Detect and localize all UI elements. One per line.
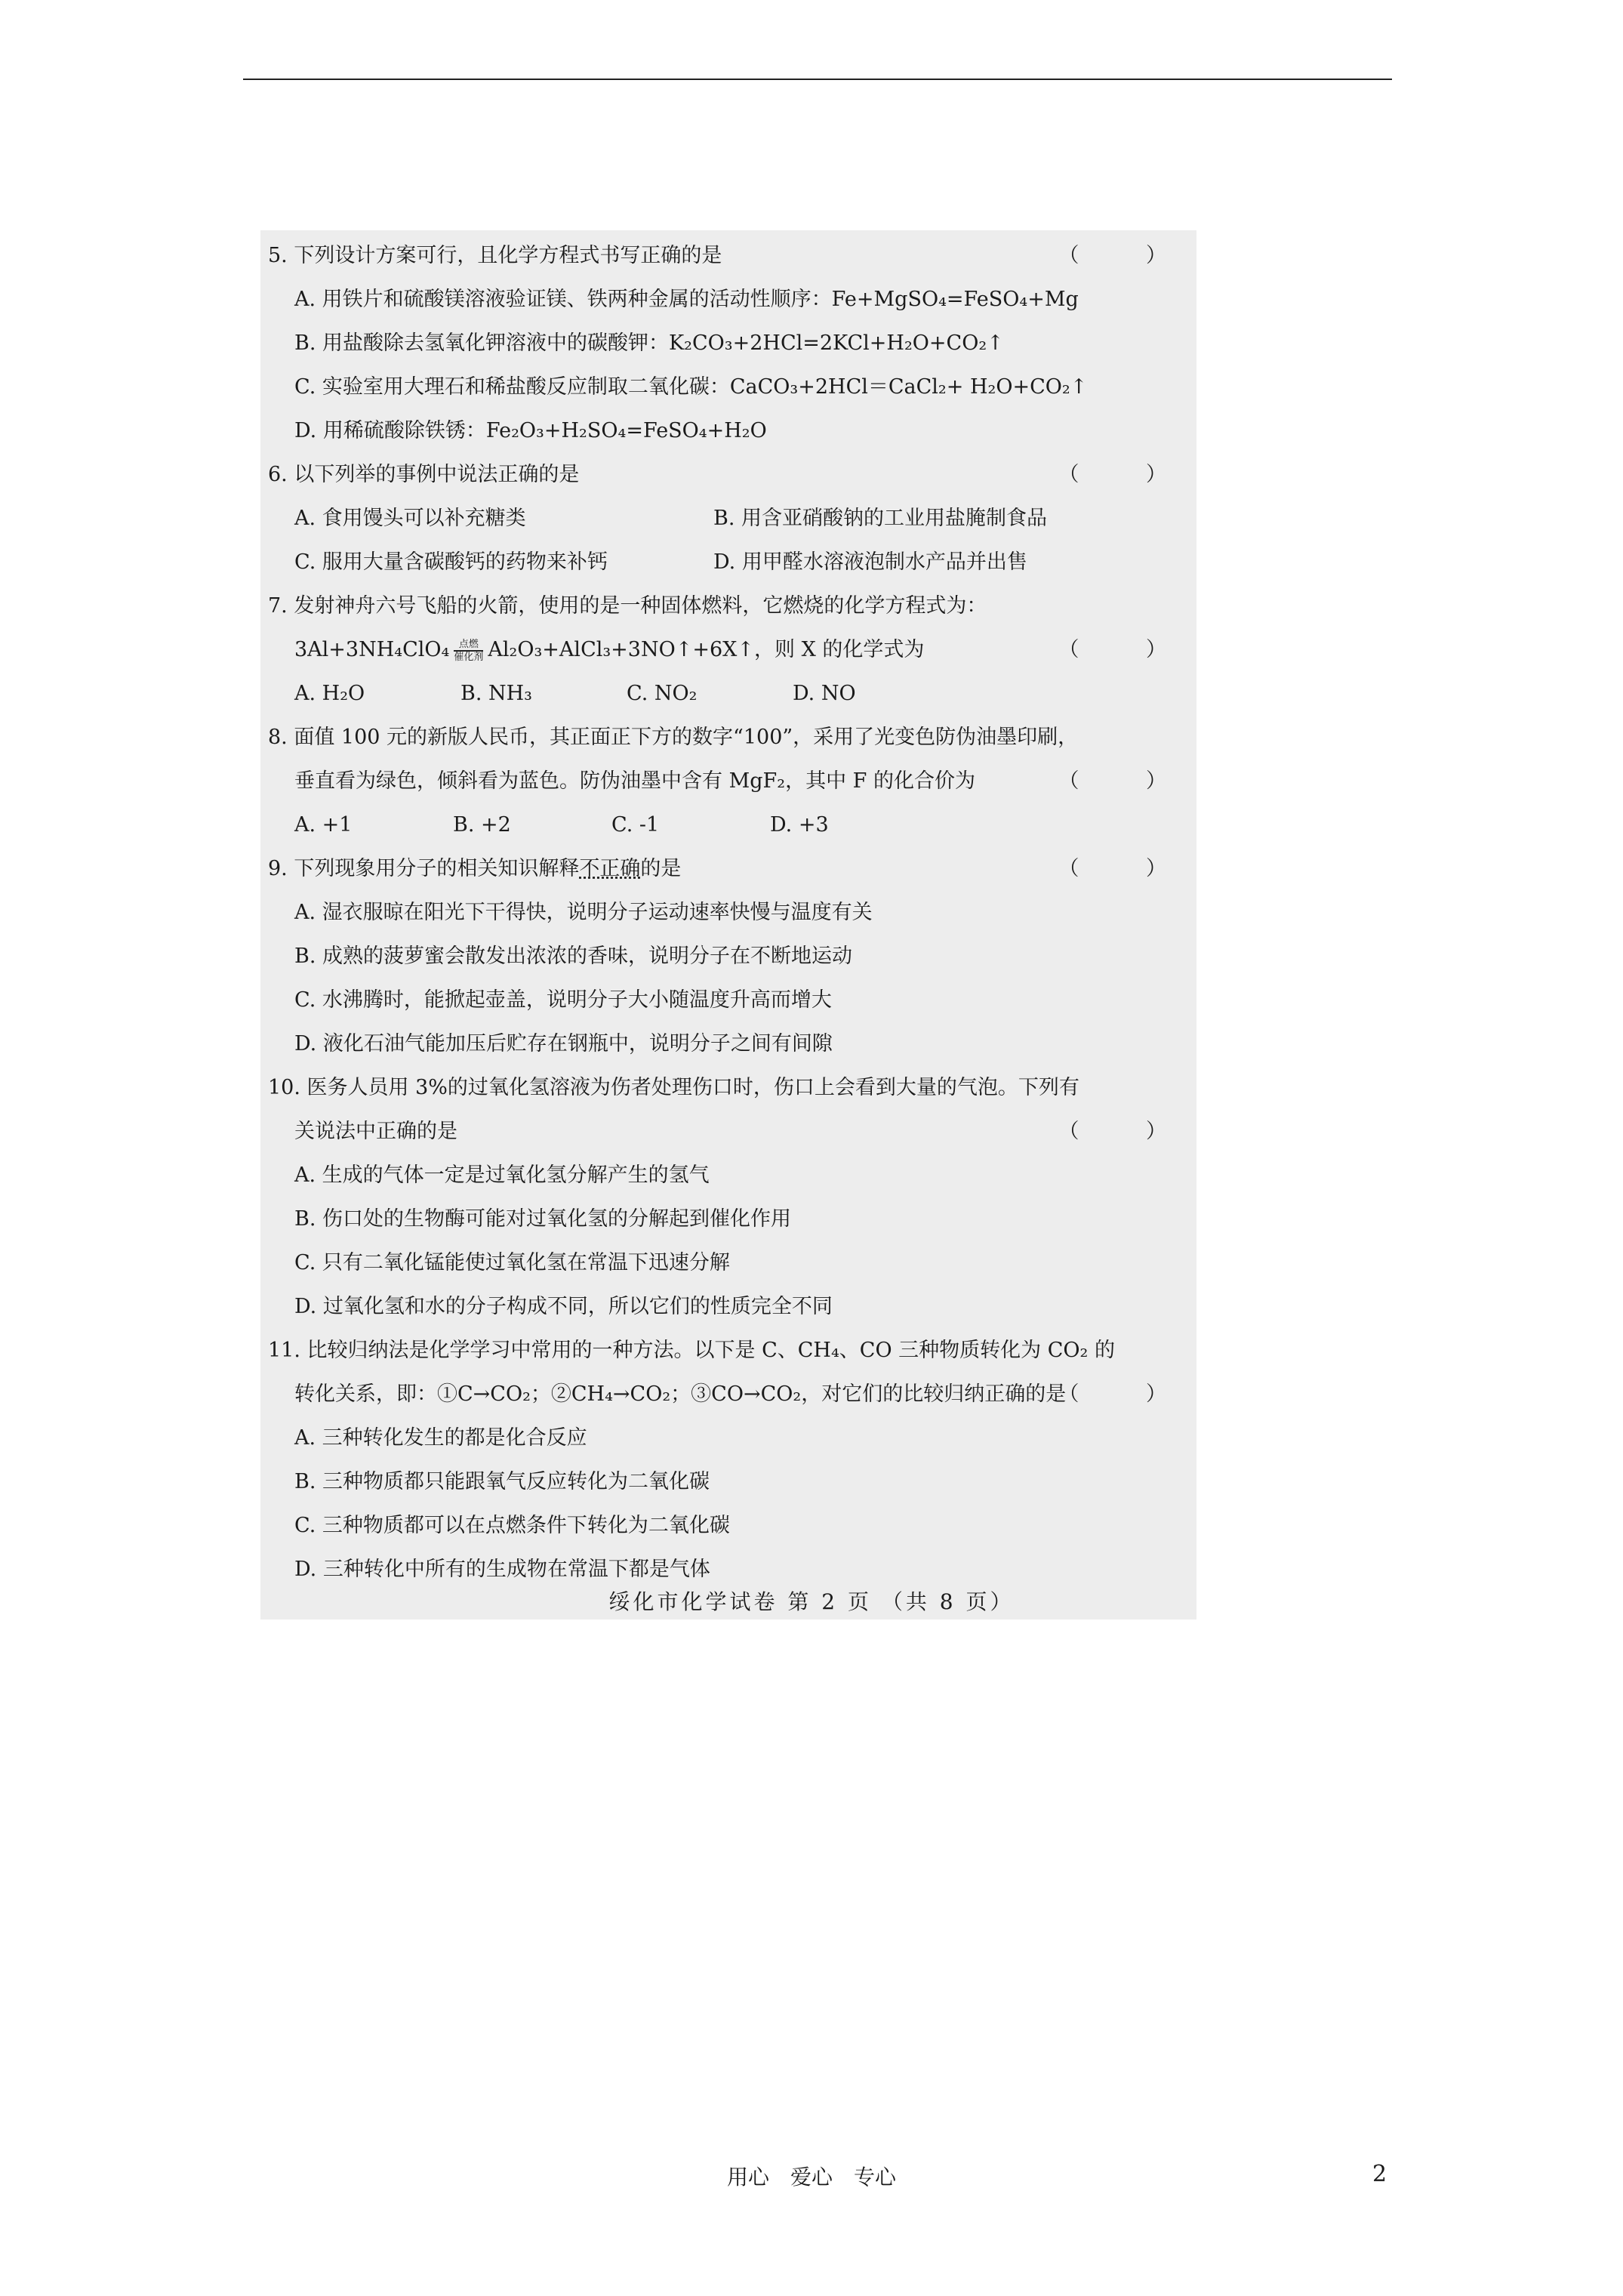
answer-bracket: （ ） xyxy=(1058,244,1196,267)
option-d: D. 液化石油气能加压后贮存在钢瓶中，说明分子之间有间隙 xyxy=(294,1032,833,1056)
answer-bracket: （ ） xyxy=(1058,463,1196,486)
question-10 xyxy=(268,1066,1196,1110)
option-c: C. 水沸腾时，能掀起壶盖，说明分子大小随温度升高而增大 xyxy=(294,988,832,1012)
option-a: A. 食用馒头可以补充糖类 xyxy=(294,507,526,530)
question-10-stem: 10. 医务人员用 3%的过氧化氢溶液为伤者处理伤口时，伤口上会看到大量的气泡。下列有 xyxy=(268,1076,1079,1099)
page-footer-motto: 用心 爱心 专心 xyxy=(726,2165,896,2190)
question-8-stem-line-2 xyxy=(268,760,1196,803)
option-b: B. 用盐酸除去氢氧化钾溶液中的碳酸钾：K₂CO₃+2HCl=2KCl+H₂O+CO₂↑ xyxy=(294,331,1004,355)
option-d: D. 用甲醛水溶液泡制水产品并出售 xyxy=(713,550,1027,574)
option-row xyxy=(268,541,1196,584)
question-7-stem: 7. 发射神舟六号飞船的火箭，使用的是一种固体燃料，它燃烧的化学方程式为： xyxy=(268,594,987,618)
option-d: D. 过氧化氢和水的分子构成不同，所以它们的性质完全不同 xyxy=(294,1295,833,1318)
reaction-condition xyxy=(454,639,483,663)
question-8-stem: 8. 面值 100 元的新版人民币，其正面正下方的数字“100”，采用了光变色防伪油墨印刷， xyxy=(268,726,1079,749)
option-row xyxy=(268,803,1196,847)
option-c: C. NO₂ xyxy=(627,682,698,705)
option-b: B. 成熟的菠萝蜜会散发出浓浓的香味，说明分子在不断地运动 xyxy=(294,945,853,968)
option-row xyxy=(268,497,1196,541)
question-6 xyxy=(268,453,1196,497)
answer-bracket: （ ） xyxy=(1058,857,1196,880)
condition-top: 点燃 xyxy=(458,638,479,650)
option-a: A. +1 xyxy=(294,813,353,837)
question-11-stem-continued: 转化关系，即：①C→CO₂；②CH₄→CO₂；③CO→CO₂，对它们的比较归纳正确的是 xyxy=(294,1382,1067,1406)
answer-bracket: （ ） xyxy=(1058,638,1196,661)
equation-products: Al₂O₃+AlCl₃+3NO↑+6X↑，则 X 的化学式为 xyxy=(488,638,925,661)
option-a: A. 生成的气体一定是过氧化氢分解产生的氢气 xyxy=(294,1163,710,1187)
option-a: A. 用铁片和硫酸镁溶液验证镁、铁两种金属的活动性顺序：Fe+MgSO₄=FeSO₄+Mg xyxy=(294,288,1079,311)
question-6-stem: 6. 以下列举的事例中说法正确的是 xyxy=(268,463,580,486)
condition-bottom: 催化剂 xyxy=(454,651,484,663)
option-c: C. 只有二氧化锰能使过氧化氢在常温下迅速分解 xyxy=(294,1251,730,1274)
question-10-stem-line-2 xyxy=(268,1110,1196,1154)
option-d: D. +3 xyxy=(770,813,829,837)
question-8-stem-continued: 垂直看为绿色，倾斜看为蓝色。防伪油墨中含有 MgF₂，其中 F 的化合价为 xyxy=(294,769,975,793)
option-d: D. NO xyxy=(793,682,856,705)
option-b: B. NH₃ xyxy=(460,682,533,705)
question-11-stem: 11. 比较归纳法是化学学习中常用的一种方法。以下是 C、CH₄、CO 三种物质转化为 CO₂ 的 xyxy=(268,1339,1115,1362)
page-number: 2 xyxy=(1372,2161,1387,2187)
answer-bracket: （ ） xyxy=(1058,1382,1196,1406)
option-row xyxy=(268,672,1196,716)
option-a: A. 三种转化发生的都是化合反应 xyxy=(294,1426,587,1450)
header-rule xyxy=(243,79,1392,80)
question-9-stem: 9. 下列现象用分子的相关知识解释 xyxy=(268,857,580,880)
option-d: D. 三种转化中所有的生成物在常温下都是气体 xyxy=(294,1558,710,1581)
question-7-equation xyxy=(268,628,1196,672)
question-8 xyxy=(268,716,1196,760)
question-10-stem-continued: 关说法中正确的是 xyxy=(294,1120,457,1143)
option-b: B. +2 xyxy=(453,813,511,837)
option-c: C. 实验室用大理石和稀盐酸反应制取二氧化碳：CaCO₃+2HCl＝CaCl₂+ H₂O+CO₂↑ xyxy=(294,375,1088,399)
answer-bracket: （ ） xyxy=(1058,769,1196,793)
option-a: A. H₂O xyxy=(294,682,365,705)
option-c: C. 服用大量含碳酸钙的药物来补钙 xyxy=(294,550,608,574)
equation-reactants: 3Al+3NH₄ClO₄ xyxy=(294,638,450,661)
option-a: A. 湿衣服晾在阳光下干得快，说明分子运动速率快慢与温度有关 xyxy=(294,901,873,924)
answer-bracket: （ ） xyxy=(1058,1120,1196,1143)
question-11-stem-line-2 xyxy=(268,1373,1196,1416)
option-c: C. 三种物质都可以在点燃条件下转化为二氧化碳 xyxy=(294,1514,730,1537)
question-9-stem-end: 的是 xyxy=(640,857,682,880)
question-11 xyxy=(268,1329,1196,1373)
question-5-stem: 5. 下列设计方案可行，且化学方程式书写正确的是 xyxy=(268,244,722,267)
question-list xyxy=(268,234,1196,1592)
question-5 xyxy=(268,234,1196,278)
option-b: B. 用含亚硝酸钠的工业用盐腌制食品 xyxy=(713,507,1048,530)
exam-page-footer: 绥化市化学试卷 第 2 页 （共 8 页） xyxy=(608,1589,1015,1614)
option-c: C. -1 xyxy=(611,813,660,837)
option-d: D. 用稀硫酸除铁锈：Fe₂O₃+H₂SO₄=FeSO₄+H₂O xyxy=(294,419,767,442)
question-7 xyxy=(268,584,1196,628)
question-9 xyxy=(268,847,1196,891)
option-b: B. 三种物质都只能跟氧气反应转化为二氧化碳 xyxy=(294,1470,710,1493)
option-b: B. 伤口处的生物酶可能对过氧化氢的分解起到催化作用 xyxy=(294,1207,792,1231)
emphasis-text: 不正确 xyxy=(579,857,641,880)
